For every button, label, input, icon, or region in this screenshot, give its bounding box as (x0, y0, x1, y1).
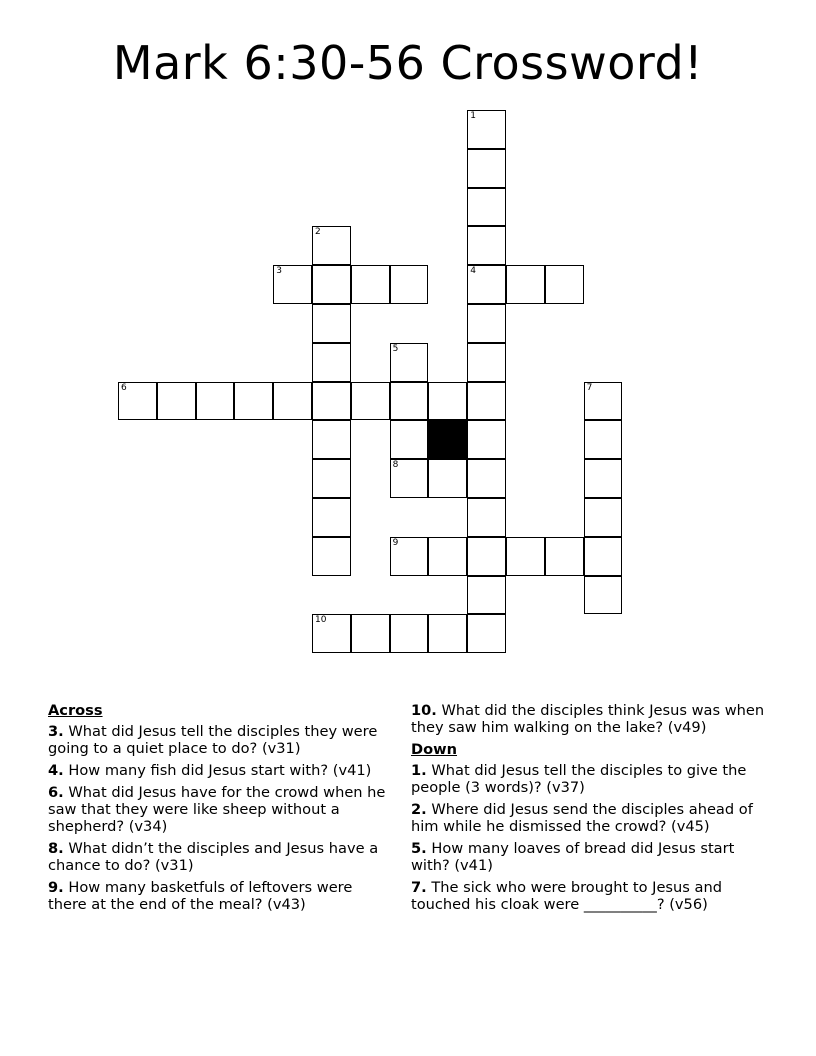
grid-cell[interactable] (312, 459, 351, 498)
grid-cell[interactable] (506, 537, 545, 576)
clue-across-10 (411, 702, 771, 736)
clue-down-5 (411, 840, 771, 874)
grid-cell[interactable] (273, 382, 312, 421)
grid-cell[interactable] (390, 614, 429, 653)
clue-across-9 (48, 879, 388, 913)
clue-text: What did Jesus tell the disciples they were going to a quiet place to do? (v31) (48, 723, 378, 757)
grid-cell[interactable] (467, 304, 506, 343)
grid-cell[interactable] (584, 382, 623, 421)
clue-text: How many fish did Jesus start with? (v41) (63, 762, 372, 779)
clue-text: The sick who were brought to Jesus and touched his cloak were __________? (v56) (411, 879, 722, 913)
grid-cell[interactable] (545, 265, 584, 304)
clue-text: Where did Jesus send the disciples ahead of him while he dismissed the crowd? (v45) (411, 801, 753, 835)
clue-across-8 (48, 840, 388, 874)
clue-text: What did Jesus have for the crowd when he saw that they were like sheep without a shepherd? (v34) (48, 784, 386, 835)
clue-number: 7. (411, 879, 427, 896)
grid-cell[interactable] (467, 226, 506, 265)
grid-cell[interactable] (467, 149, 506, 188)
grid-cell[interactable] (584, 576, 623, 615)
clue-down-7 (411, 879, 771, 913)
clue-number-label: 8 (392, 460, 399, 471)
across-heading: Across (48, 702, 103, 719)
clues-left-column (48, 702, 388, 918)
grid-cell[interactable] (312, 226, 351, 265)
clue-number-label: 9 (392, 537, 399, 548)
grid-cell[interactable] (584, 420, 623, 459)
clue-across-6 (48, 784, 388, 835)
clue-number: 4. (48, 762, 64, 779)
clues-right-column (411, 702, 771, 918)
grid-cell[interactable] (312, 304, 351, 343)
clue-number: 5. (411, 840, 427, 857)
clue-text: What did the disciples think Jesus was when they saw him walking on the lake? (v49) (411, 702, 765, 736)
clue-down-2 (411, 801, 771, 835)
grid-cell[interactable] (545, 537, 584, 576)
clue-text: How many loaves of bread did Jesus start with? (v41) (411, 840, 735, 874)
grid-cell[interactable] (467, 576, 506, 615)
grid-cell[interactable] (467, 382, 506, 421)
grid-cell[interactable] (390, 382, 429, 421)
grid-cell[interactable] (196, 382, 235, 421)
grid-cell[interactable] (390, 459, 429, 498)
clue-text: What didn’t the disciples and Jesus have a chance to do? (v31) (48, 840, 379, 874)
black-square (428, 420, 467, 459)
clue-number: 1. (411, 762, 427, 779)
clue-number: 3. (48, 723, 64, 740)
grid-cell[interactable] (351, 614, 390, 653)
grid-cell[interactable] (390, 420, 429, 459)
down-heading: Down (411, 741, 458, 758)
grid-cell[interactable] (234, 382, 273, 421)
grid-cell[interactable] (390, 265, 429, 304)
grid-cell[interactable] (312, 265, 351, 304)
grid-cell[interactable] (312, 498, 351, 537)
clue-number-label: 1 (470, 111, 476, 121)
grid-cell[interactable] (312, 614, 351, 653)
clue-down-1 (411, 762, 771, 796)
grid-cell[interactable] (273, 265, 312, 304)
grid-cell[interactable] (467, 188, 506, 227)
grid-cell[interactable] (312, 420, 351, 459)
grid-cell[interactable] (428, 459, 467, 498)
grid-cell[interactable] (157, 382, 196, 421)
grid-cell[interactable] (390, 537, 429, 576)
clue-number: 2. (411, 801, 427, 818)
grid-cell[interactable] (467, 110, 506, 149)
grid-cell[interactable] (467, 459, 506, 498)
clue-number: 10. (411, 702, 437, 719)
grid-cell[interactable] (467, 537, 506, 576)
grid-cell[interactable] (467, 420, 506, 459)
grid-cell[interactable] (312, 382, 351, 421)
clue-number-label: 2 (315, 227, 321, 238)
clue-number-label: 3 (276, 266, 282, 277)
clue-number: 8. (48, 840, 64, 857)
clue-across-3 (48, 723, 388, 757)
grid-cell[interactable] (506, 265, 545, 304)
grid-cell[interactable] (467, 614, 506, 653)
page-title: Mark 6:30-56 Crossword! (112, 36, 704, 90)
grid-cell[interactable] (351, 382, 390, 421)
clue-number: 6. (48, 784, 64, 801)
grid-cell[interactable] (584, 537, 623, 576)
clue-text: How many basketfuls of leftovers were there at the end of the meal? (v43) (48, 879, 353, 913)
grid-cell[interactable] (390, 343, 429, 382)
grid-cell[interactable] (428, 537, 467, 576)
grid-cell[interactable] (351, 265, 390, 304)
clue-number-label: 5 (392, 343, 399, 354)
grid-cell[interactable] (312, 343, 351, 382)
grid-cell[interactable] (584, 459, 623, 498)
grid-cell[interactable] (467, 265, 506, 304)
grid-cell[interactable] (118, 382, 157, 421)
grid-cell[interactable] (467, 343, 506, 382)
grid-cell[interactable] (584, 498, 623, 537)
clue-text: What did Jesus tell the disciples to give the people (3 words)? (v37) (411, 762, 747, 796)
grid-cell[interactable] (312, 537, 351, 576)
clue-number-label: 6 (121, 382, 127, 393)
clue-number-label: 10 (315, 615, 327, 626)
grid-cell[interactable] (467, 498, 506, 537)
grid-cell[interactable] (428, 382, 467, 421)
clue-number-label: 7 (586, 382, 593, 393)
clue-across-4 (48, 762, 388, 779)
clue-number-label: 4 (470, 266, 476, 277)
grid-cell[interactable] (428, 614, 467, 653)
clue-number: 9. (48, 879, 64, 896)
